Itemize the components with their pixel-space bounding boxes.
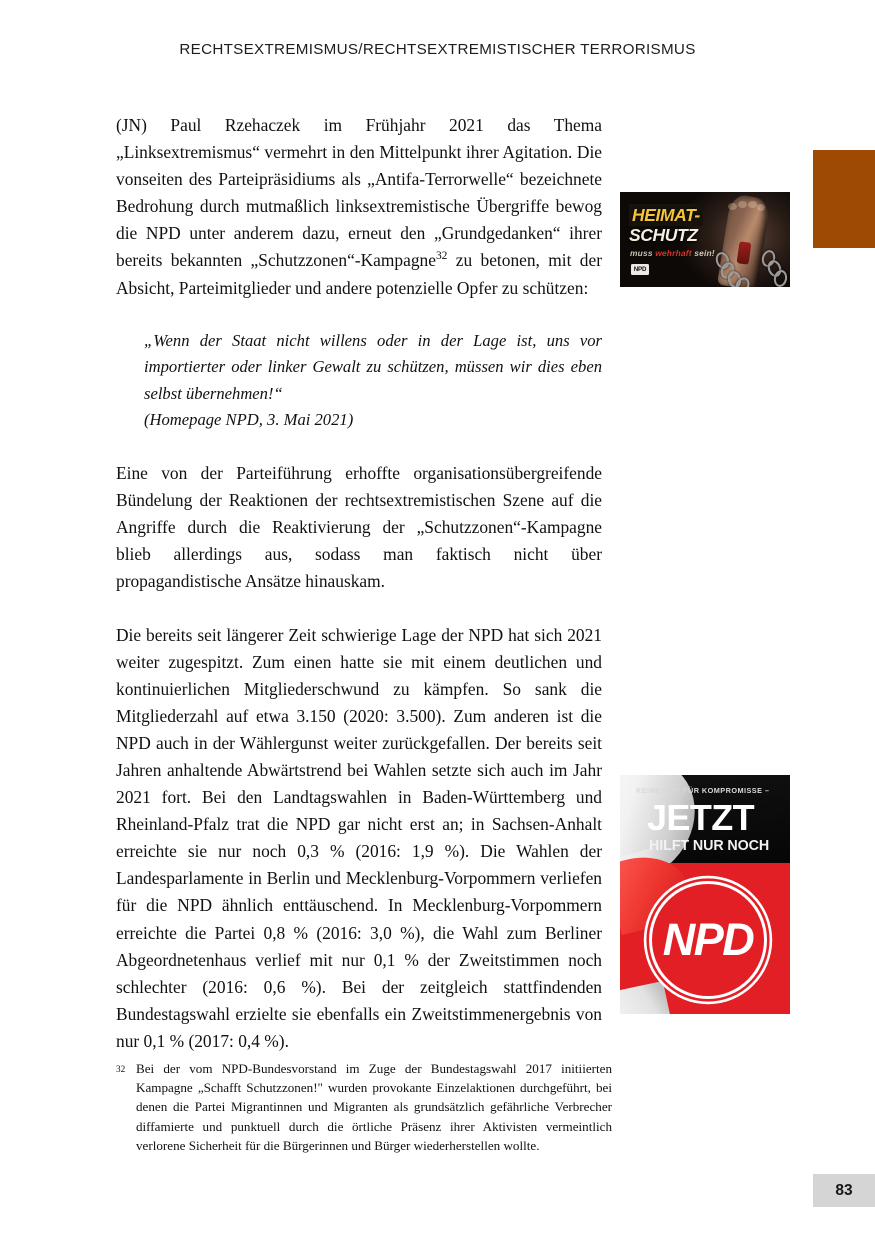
poster-white-bottom-wedge [620, 981, 672, 1014]
poster-headline: JETZT [647, 797, 755, 838]
blockquote-source: (Homepage NPD, 3. Mai 2021) [144, 410, 354, 430]
footnote-marker: 32 [116, 1064, 126, 1074]
fist-knuckle-icon [748, 201, 757, 208]
figure-npd-poster [620, 775, 790, 1014]
blockquote [116, 328, 602, 434]
paragraph-1-text-tail: zu betonen, mit der Absicht, Parteimitglieder und andere potenzielle Opfer zu schützen: [116, 250, 602, 298]
banner-tagline-part1: muss [630, 248, 656, 258]
raised-fist-icon [719, 193, 769, 238]
page-number-box [813, 1174, 875, 1207]
poster-subline: HILFT NUR NOCH [649, 838, 770, 854]
paragraph-2: Eine von der Parteiführung erhoffte organisationsübergreifende Bündelung der Reaktionen der rechtsextremistischen Szene auf die Angriffe durch die Reaktivierung der „Schutzzonen“-Kampagne blieb allerdings aus, sodass man faktisch nicht über propagandistische Ansätze hinauskam. [116, 463, 602, 592]
npd-logo-badge: NPD [631, 264, 649, 275]
figure-heimatschutz-banner [620, 192, 790, 287]
npd-logo-text: NPD [662, 913, 754, 965]
banner-tagline-part2: wehrhaft [655, 248, 692, 258]
page-running-header: RECHTSEXTREMISMUS/RECHTSEXTREMISTISCHER TERRORISMUS [179, 41, 696, 58]
footnote-block [116, 1059, 612, 1155]
fist-knuckle-icon [738, 201, 747, 208]
page-number: 83 [835, 1181, 853, 1199]
paragraph-3: Die bereits seit längerer Zeit schwierige Lage der NPD hat sich 2021 weiter zugespitzt. Zum einen hatte sie mit einem deutlichen und kontinuierlichen Mitgliederschwund zu kämpfen. So sank die Mitgliederzahl auf etwa 3.150 (2020: 3.500). Zum anderen ist die NPD auch in der Wählergunst weiter zurückgefallen. Der bereits seit Jahren anhaltende Abwärtstrend bei Wahlen setzte sich auch im Jahr 2021 fort. Bei den Landtagswahlen in Baden-Württemberg und Rheinland-Pfalz trat die NPD gar nicht erst an; in Sachsen-Anhalt erreichte sie nur noch 0,3 % (2016: 1,9 %). Die Wahlen der Landesparlamente in Berlin und Mecklenburg-Vorpommern verliefen für die NPD ähnlich enttäuschend. In Mecklenburg-Vorpommern erreichte die Partei 0,8 % (2016: 3,0 %), die Wahl zum Berliner Abgeordnetenhaus verlief mit nur 0,1 % der Zweitstimmen noch schlechter (2016: 0,6 %). Bei der zeitgleich stattfindenden Bundestagswahl erzielte sie ebenfalls ein Zweitstimmenergebnis von nur 0,1 % (2017: 0,4 %). [116, 624, 602, 1051]
paragraph-1-text: (JN) Paul Rzehaczek im Frühjahr 2021 das Thema „Linksextremismus“ vermehrt in den Mittelpunkt ihrer Agitation. Die vonseiten des Parteipräsidiums als „Antifa-Terrorwelle“ bezeichnete Bedrohung durch mutmaßlich linksextremistische Übergriffe bewog die NPD unter anderem dazu, erneut den „Grundgedanken“ ihrer bereits bekannten „Schutzzonen“-Kampagne [116, 115, 602, 271]
footnote-text: Bei der vom NPD-Bundesvorstand im Zuge der Bundestagswahl 2017 initiierten Kampagne „Schafft Schutzzonen!" wurden provokante Einzelaktionen durchgeführt, bei denen die Partei Migrantinnen und Migranten als grundsätzlich gefährliche Verbrecher diffamierte und punktuell durch die örtliche Präsenz ihrer Aktivisten vermeintlich verlorene Sicherheit für die Bürgerinnen und Bürger wiederherstellen wollte. [136, 1061, 612, 1153]
text-column [116, 112, 602, 1055]
banner-headline-line1: HEIMAT- [629, 204, 703, 226]
banner-tagline [630, 248, 715, 258]
banner-tagline-part3: sein! [691, 248, 715, 258]
section-color-tab [813, 150, 875, 248]
fist-knuckle-icon [757, 204, 765, 211]
blockquote-text: „Wenn der Staat nicht willens oder in der Lage ist, uns vor importierter oder linker Gewalt zu schützen, müssen wir dies eben selbst übernehmen!“ [144, 330, 602, 403]
banner-headline-line2: SCHUTZ [629, 225, 698, 245]
footnote-reference-32[interactable]: 32 [435, 250, 448, 263]
paragraph-1 [116, 112, 602, 302]
fist-knuckle-icon [728, 203, 737, 210]
poster-kicker-text: KEINE ZEIT FÜR KOMPROMISSE – [636, 786, 770, 795]
npd-logo-circle [649, 881, 767, 999]
